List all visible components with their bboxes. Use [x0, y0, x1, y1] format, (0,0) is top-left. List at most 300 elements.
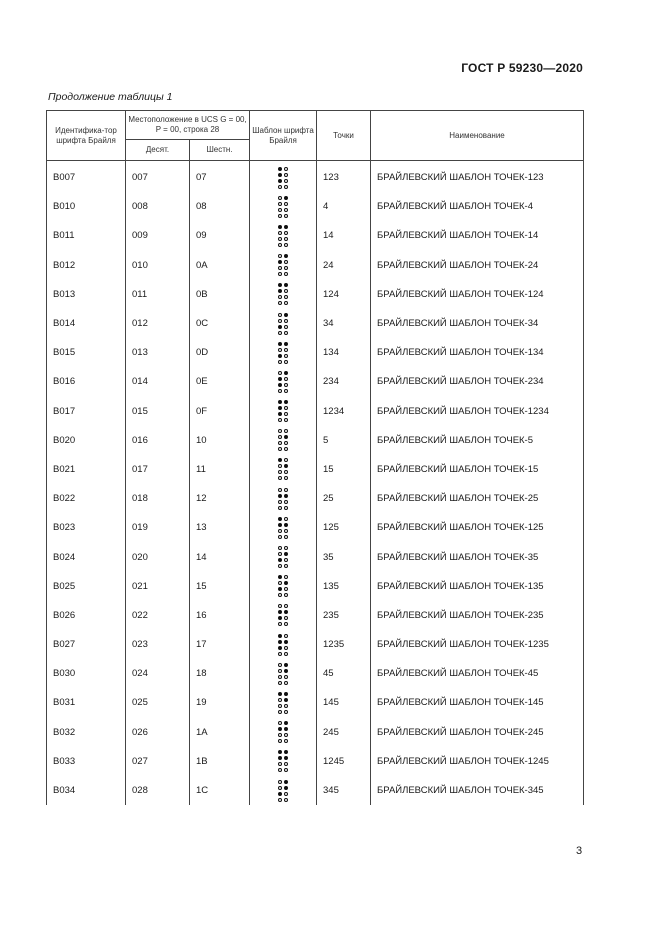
braille-dot-8	[284, 214, 288, 218]
braille-dot-4	[284, 546, 288, 550]
braille-dot-3	[278, 675, 282, 679]
cell-dots: 5	[317, 426, 371, 455]
braille-dot-6	[284, 587, 288, 591]
table-row	[47, 455, 584, 484]
braille-dot-2	[278, 406, 282, 410]
cell-braille-id: B034	[47, 776, 126, 805]
braille-dot-7	[278, 389, 282, 393]
braille-dot-3	[278, 762, 282, 766]
braille-cell-icon	[277, 691, 289, 715]
cell-braille-pattern	[250, 718, 317, 747]
braille-cell-icon	[277, 749, 289, 773]
braille-dot-1	[278, 225, 282, 229]
braille-dot-5	[284, 523, 288, 527]
braille-dot-2	[278, 289, 282, 293]
table-row	[47, 397, 584, 426]
table-body	[47, 161, 584, 806]
braille-dot-4	[284, 167, 288, 171]
braille-dot-4	[284, 371, 288, 375]
cell-name: БРАЙЛЕВСКИЙ ШАБЛОН ТОЧЕК-1245	[371, 747, 584, 776]
cell-dots: 1245	[317, 747, 371, 776]
braille-cell-icon	[277, 487, 289, 511]
cell-braille-id: B012	[47, 251, 126, 280]
braille-dot-1	[278, 283, 282, 287]
cell-name: БРАЙЛЕВСКИЙ ШАБЛОН ТОЧЕК-24	[371, 251, 584, 280]
braille-cell-icon	[277, 253, 289, 277]
cell-hex: 12	[190, 484, 250, 513]
braille-dot-4	[284, 196, 288, 200]
cell-dots: 145	[317, 688, 371, 717]
cell-decimal: 018	[126, 484, 190, 513]
braille-dot-5	[284, 786, 288, 790]
braille-dot-7	[278, 710, 282, 714]
braille-dot-5	[284, 756, 288, 760]
table-row	[47, 718, 584, 747]
cell-name: БРАЙЛЕВСКИЙ ШАБЛОН ТОЧЕК-35	[371, 542, 584, 571]
header-dots: Точки	[317, 111, 371, 161]
braille-dot-3	[278, 558, 282, 562]
header-hex: Шестн.	[190, 140, 250, 161]
braille-dot-7	[278, 418, 282, 422]
braille-dot-2	[278, 319, 282, 323]
page-number: 3	[576, 845, 583, 857]
braille-table	[46, 110, 584, 805]
cell-hex: 19	[190, 688, 250, 717]
table-row	[47, 747, 584, 776]
braille-dot-5	[284, 173, 288, 177]
braille-dot-7	[278, 681, 282, 685]
braille-dot-8	[284, 447, 288, 451]
cell-dots: 125	[317, 513, 371, 542]
braille-dot-2	[278, 756, 282, 760]
cell-braille-pattern	[250, 776, 317, 805]
braille-dot-3	[278, 470, 282, 474]
braille-dot-7	[278, 447, 282, 451]
table-row	[47, 221, 584, 250]
braille-dot-8	[284, 389, 288, 393]
braille-cell-icon	[277, 341, 289, 365]
cell-dots: 34	[317, 309, 371, 338]
braille-dot-7	[278, 768, 282, 772]
cell-dots: 235	[317, 601, 371, 630]
braille-dot-8	[284, 681, 288, 685]
cell-braille-id: B020	[47, 426, 126, 455]
cell-decimal: 025	[126, 688, 190, 717]
braille-dot-8	[284, 185, 288, 189]
braille-dot-8	[284, 243, 288, 247]
table-row	[47, 572, 584, 601]
braille-dot-4	[284, 225, 288, 229]
braille-dot-6	[284, 470, 288, 474]
cell-braille-pattern	[250, 309, 317, 338]
cell-hex: 1C	[190, 776, 250, 805]
braille-dot-5	[284, 727, 288, 731]
braille-dot-5	[284, 610, 288, 614]
cell-hex: 0C	[190, 309, 250, 338]
braille-dot-4	[284, 721, 288, 725]
braille-dot-5	[284, 348, 288, 352]
cell-braille-id: B010	[47, 192, 126, 221]
table-row	[47, 426, 584, 455]
cell-hex: 13	[190, 513, 250, 542]
braille-dot-3	[278, 587, 282, 591]
braille-cell-icon	[277, 662, 289, 686]
braille-dot-7	[278, 739, 282, 743]
table-row	[47, 163, 584, 192]
braille-dot-2	[278, 552, 282, 556]
cell-braille-pattern	[250, 338, 317, 367]
cell-braille-pattern	[250, 484, 317, 513]
table-caption: Продолжение таблицы 1	[48, 91, 173, 103]
braille-dot-6	[284, 179, 288, 183]
cell-hex: 09	[190, 221, 250, 250]
braille-dot-4	[284, 429, 288, 433]
braille-dot-3	[278, 237, 282, 241]
cell-name: БРАЙЛЕВСКИЙ ШАБЛОН ТОЧЕК-145	[371, 688, 584, 717]
braille-dot-2	[278, 435, 282, 439]
braille-dot-7	[278, 798, 282, 802]
braille-cell-icon	[277, 603, 289, 627]
cell-braille-pattern	[250, 688, 317, 717]
braille-dot-4	[284, 488, 288, 492]
braille-dot-4	[284, 780, 288, 784]
header-decimal: Десят.	[126, 140, 190, 161]
braille-dot-2	[278, 348, 282, 352]
cell-dots: 123	[317, 163, 371, 192]
braille-dot-5	[284, 260, 288, 264]
braille-dot-2	[278, 640, 282, 644]
cell-braille-id: B023	[47, 513, 126, 542]
braille-dot-2	[278, 786, 282, 790]
braille-dot-1	[278, 517, 282, 521]
braille-dot-8	[284, 798, 288, 802]
cell-decimal: 015	[126, 397, 190, 426]
cell-braille-id: B014	[47, 309, 126, 338]
cell-decimal: 017	[126, 455, 190, 484]
braille-dot-8	[284, 506, 288, 510]
braille-dot-8	[284, 622, 288, 626]
braille-dot-5	[284, 202, 288, 206]
braille-dot-5	[284, 669, 288, 673]
cell-braille-pattern	[250, 251, 317, 280]
braille-dot-6	[284, 266, 288, 270]
cell-name: БРАЙЛЕВСКИЙ ШАБЛОН ТОЧЕК-134	[371, 338, 584, 367]
braille-dot-5	[284, 377, 288, 381]
cell-decimal: 014	[126, 367, 190, 396]
braille-dot-8	[284, 535, 288, 539]
braille-dot-6	[284, 616, 288, 620]
table-row	[47, 251, 584, 280]
braille-dot-6	[284, 704, 288, 708]
braille-dot-4	[284, 692, 288, 696]
braille-dot-1	[278, 313, 282, 317]
braille-dot-1	[278, 196, 282, 200]
cell-braille-id: B032	[47, 718, 126, 747]
braille-dot-1	[278, 721, 282, 725]
cell-hex: 17	[190, 630, 250, 659]
braille-dot-8	[284, 476, 288, 480]
braille-dot-6	[284, 558, 288, 562]
header-name: Наименование	[371, 111, 584, 161]
cell-braille-pattern	[250, 659, 317, 688]
braille-dot-7	[278, 652, 282, 656]
cell-hex: 18	[190, 659, 250, 688]
braille-dot-8	[284, 418, 288, 422]
cell-hex: 10	[190, 426, 250, 455]
braille-dot-3	[278, 325, 282, 329]
braille-dot-2	[278, 698, 282, 702]
cell-name: БРАЙЛЕВСКИЙ ШАБЛОН ТОЧЕК-234	[371, 367, 584, 396]
braille-dot-6	[284, 354, 288, 358]
braille-cell-icon	[277, 633, 289, 657]
braille-dot-1	[278, 371, 282, 375]
cell-name: БРАЙЛЕВСКИЙ ШАБЛОН ТОЧЕК-5	[371, 426, 584, 455]
braille-dot-3	[278, 529, 282, 533]
braille-dot-8	[284, 768, 288, 772]
braille-dot-1	[278, 342, 282, 346]
braille-dot-6	[284, 762, 288, 766]
braille-dot-6	[284, 529, 288, 533]
braille-cell-icon	[277, 166, 289, 190]
cell-dots: 25	[317, 484, 371, 513]
braille-dot-2	[278, 581, 282, 585]
cell-decimal: 020	[126, 542, 190, 571]
cell-decimal: 028	[126, 776, 190, 805]
cell-hex: 0F	[190, 397, 250, 426]
cell-braille-pattern	[250, 280, 317, 309]
cell-name: БРАЙЛЕВСКИЙ ШАБЛОН ТОЧЕК-235	[371, 601, 584, 630]
table-row	[47, 338, 584, 367]
braille-cell-icon	[277, 282, 289, 306]
braille-dot-4	[284, 663, 288, 667]
braille-dot-7	[278, 243, 282, 247]
cell-name: БРАЙЛЕВСКИЙ ШАБЛОН ТОЧЕК-123	[371, 163, 584, 192]
braille-dot-6	[284, 500, 288, 504]
cell-braille-id: B011	[47, 221, 126, 250]
cell-braille-pattern	[250, 221, 317, 250]
braille-dot-6	[284, 792, 288, 796]
braille-dot-3	[278, 412, 282, 416]
cell-braille-pattern	[250, 192, 317, 221]
cell-braille-pattern	[250, 630, 317, 659]
braille-cell-icon	[277, 545, 289, 569]
braille-dot-2	[278, 260, 282, 264]
cell-dots: 135	[317, 572, 371, 601]
cell-braille-pattern	[250, 163, 317, 192]
braille-dot-8	[284, 710, 288, 714]
cell-decimal: 027	[126, 747, 190, 776]
cell-braille-pattern	[250, 513, 317, 542]
cell-hex: 08	[190, 192, 250, 221]
cell-braille-id: B026	[47, 601, 126, 630]
cell-dots: 14	[317, 221, 371, 250]
braille-dot-2	[278, 610, 282, 614]
braille-dot-5	[284, 406, 288, 410]
braille-dot-3	[278, 646, 282, 650]
braille-dot-3	[278, 354, 282, 358]
cell-decimal: 010	[126, 251, 190, 280]
braille-dot-2	[278, 173, 282, 177]
braille-dot-2	[278, 202, 282, 206]
braille-dot-1	[278, 750, 282, 754]
cell-name: БРАЙЛЕВСКИЙ ШАБЛОН ТОЧЕК-45	[371, 659, 584, 688]
cell-dots: 1234	[317, 397, 371, 426]
braille-dot-6	[284, 295, 288, 299]
braille-dot-4	[284, 400, 288, 404]
braille-dot-4	[284, 604, 288, 608]
cell-braille-id: B022	[47, 484, 126, 513]
table-row	[47, 192, 584, 221]
braille-dot-4	[284, 313, 288, 317]
cell-hex: 0E	[190, 367, 250, 396]
cell-decimal: 009	[126, 221, 190, 250]
cell-braille-pattern	[250, 747, 317, 776]
header-ucs-location: Местоположение в UCS G = 00, P = 00, строка 28	[126, 111, 250, 140]
braille-dot-5	[284, 289, 288, 293]
braille-cell-icon	[277, 516, 289, 540]
braille-dot-2	[278, 669, 282, 673]
braille-dot-6	[284, 646, 288, 650]
braille-cell-icon	[277, 457, 289, 481]
braille-dot-5	[284, 435, 288, 439]
cell-name: БРАЙЛЕВСКИЙ ШАБЛОН ТОЧЕК-345	[371, 776, 584, 805]
cell-braille-id: B031	[47, 688, 126, 717]
cell-dots: 245	[317, 718, 371, 747]
cell-name: БРАЙЛЕВСКИЙ ШАБЛОН ТОЧЕК-1234	[371, 397, 584, 426]
braille-dot-5	[284, 698, 288, 702]
cell-braille-id: B007	[47, 163, 126, 192]
braille-dot-8	[284, 272, 288, 276]
cell-hex: 15	[190, 572, 250, 601]
cell-hex: 0D	[190, 338, 250, 367]
braille-dot-7	[278, 476, 282, 480]
cell-decimal: 011	[126, 280, 190, 309]
cell-name: БРАЙЛЕВСКИЙ ШАБЛОН ТОЧЕК-245	[371, 718, 584, 747]
braille-dot-6	[284, 412, 288, 416]
cell-braille-pattern	[250, 601, 317, 630]
braille-dot-3	[278, 208, 282, 212]
cell-name: БРАЙЛЕВСКИЙ ШАБЛОН ТОЧЕК-135	[371, 572, 584, 601]
braille-dot-3	[278, 500, 282, 504]
table-row	[47, 367, 584, 396]
cell-name: БРАЙЛЕВСКИЙ ШАБЛОН ТОЧЕК-14	[371, 221, 584, 250]
braille-dot-6	[284, 733, 288, 737]
braille-dot-7	[278, 301, 282, 305]
braille-dot-3	[278, 733, 282, 737]
braille-dot-7	[278, 185, 282, 189]
braille-dot-6	[284, 441, 288, 445]
braille-dot-5	[284, 319, 288, 323]
cell-dots: 1235	[317, 630, 371, 659]
cell-braille-id: B030	[47, 659, 126, 688]
braille-dot-1	[278, 692, 282, 696]
cell-braille-pattern	[250, 542, 317, 571]
header-braille-pattern: Шаблон шрифта Брайля	[250, 111, 317, 161]
braille-dot-1	[278, 575, 282, 579]
braille-dot-5	[284, 581, 288, 585]
cell-dots: 35	[317, 542, 371, 571]
braille-dot-1	[278, 604, 282, 608]
braille-dot-1	[278, 780, 282, 784]
braille-dot-8	[284, 739, 288, 743]
braille-dot-8	[284, 301, 288, 305]
cell-dots: 345	[317, 776, 371, 805]
braille-dot-8	[284, 593, 288, 597]
cell-decimal: 023	[126, 630, 190, 659]
braille-dot-7	[278, 535, 282, 539]
cell-hex: 14	[190, 542, 250, 571]
braille-dot-6	[284, 325, 288, 329]
braille-dot-6	[284, 237, 288, 241]
braille-dot-5	[284, 640, 288, 644]
braille-dot-1	[278, 488, 282, 492]
header-braille-id: Идентифика-тор шрифта Брайля	[47, 111, 126, 161]
cell-hex: 1B	[190, 747, 250, 776]
cell-braille-pattern	[250, 367, 317, 396]
table-row	[47, 309, 584, 338]
braille-cell-icon	[277, 720, 289, 744]
braille-dot-7	[278, 564, 282, 568]
cell-name: БРАЙЛЕВСКИЙ ШАБЛОН ТОЧЕК-125	[371, 513, 584, 542]
cell-dots: 124	[317, 280, 371, 309]
braille-cell-icon	[277, 312, 289, 336]
braille-dot-7	[278, 622, 282, 626]
cell-braille-id: B024	[47, 542, 126, 571]
braille-dot-1	[278, 167, 282, 171]
cell-hex: 11	[190, 455, 250, 484]
braille-dot-3	[278, 266, 282, 270]
braille-dot-3	[278, 441, 282, 445]
cell-decimal: 019	[126, 513, 190, 542]
cell-braille-id: B015	[47, 338, 126, 367]
braille-dot-1	[278, 458, 282, 462]
cell-decimal: 021	[126, 572, 190, 601]
braille-dot-3	[278, 704, 282, 708]
braille-dot-4	[284, 342, 288, 346]
braille-dot-5	[284, 552, 288, 556]
cell-name: БРАЙЛЕВСКИЙ ШАБЛОН ТОЧЕК-1235	[371, 630, 584, 659]
cell-braille-pattern	[250, 455, 317, 484]
cell-hex: 1A	[190, 718, 250, 747]
braille-dot-2	[278, 523, 282, 527]
cell-braille-id: B033	[47, 747, 126, 776]
braille-dot-3	[278, 616, 282, 620]
braille-dot-5	[284, 494, 288, 498]
braille-dot-7	[278, 506, 282, 510]
cell-braille-id: B017	[47, 397, 126, 426]
braille-dot-8	[284, 331, 288, 335]
cell-decimal: 016	[126, 426, 190, 455]
cell-decimal: 007	[126, 163, 190, 192]
document-id: ГОСТ Р 59230—2020	[461, 61, 583, 75]
cell-dots: 134	[317, 338, 371, 367]
braille-dot-8	[284, 360, 288, 364]
braille-dot-3	[278, 179, 282, 183]
braille-dot-2	[278, 377, 282, 381]
braille-dot-7	[278, 360, 282, 364]
braille-dot-5	[284, 231, 288, 235]
cell-braille-id: B021	[47, 455, 126, 484]
braille-dot-6	[284, 675, 288, 679]
braille-dot-8	[284, 564, 288, 568]
cell-name: БРАЙЛЕВСКИЙ ШАБЛОН ТОЧЕК-34	[371, 309, 584, 338]
table-row	[47, 280, 584, 309]
cell-dots: 234	[317, 367, 371, 396]
cell-dots: 45	[317, 659, 371, 688]
cell-decimal: 024	[126, 659, 190, 688]
table-row	[47, 513, 584, 542]
table-row	[47, 542, 584, 571]
